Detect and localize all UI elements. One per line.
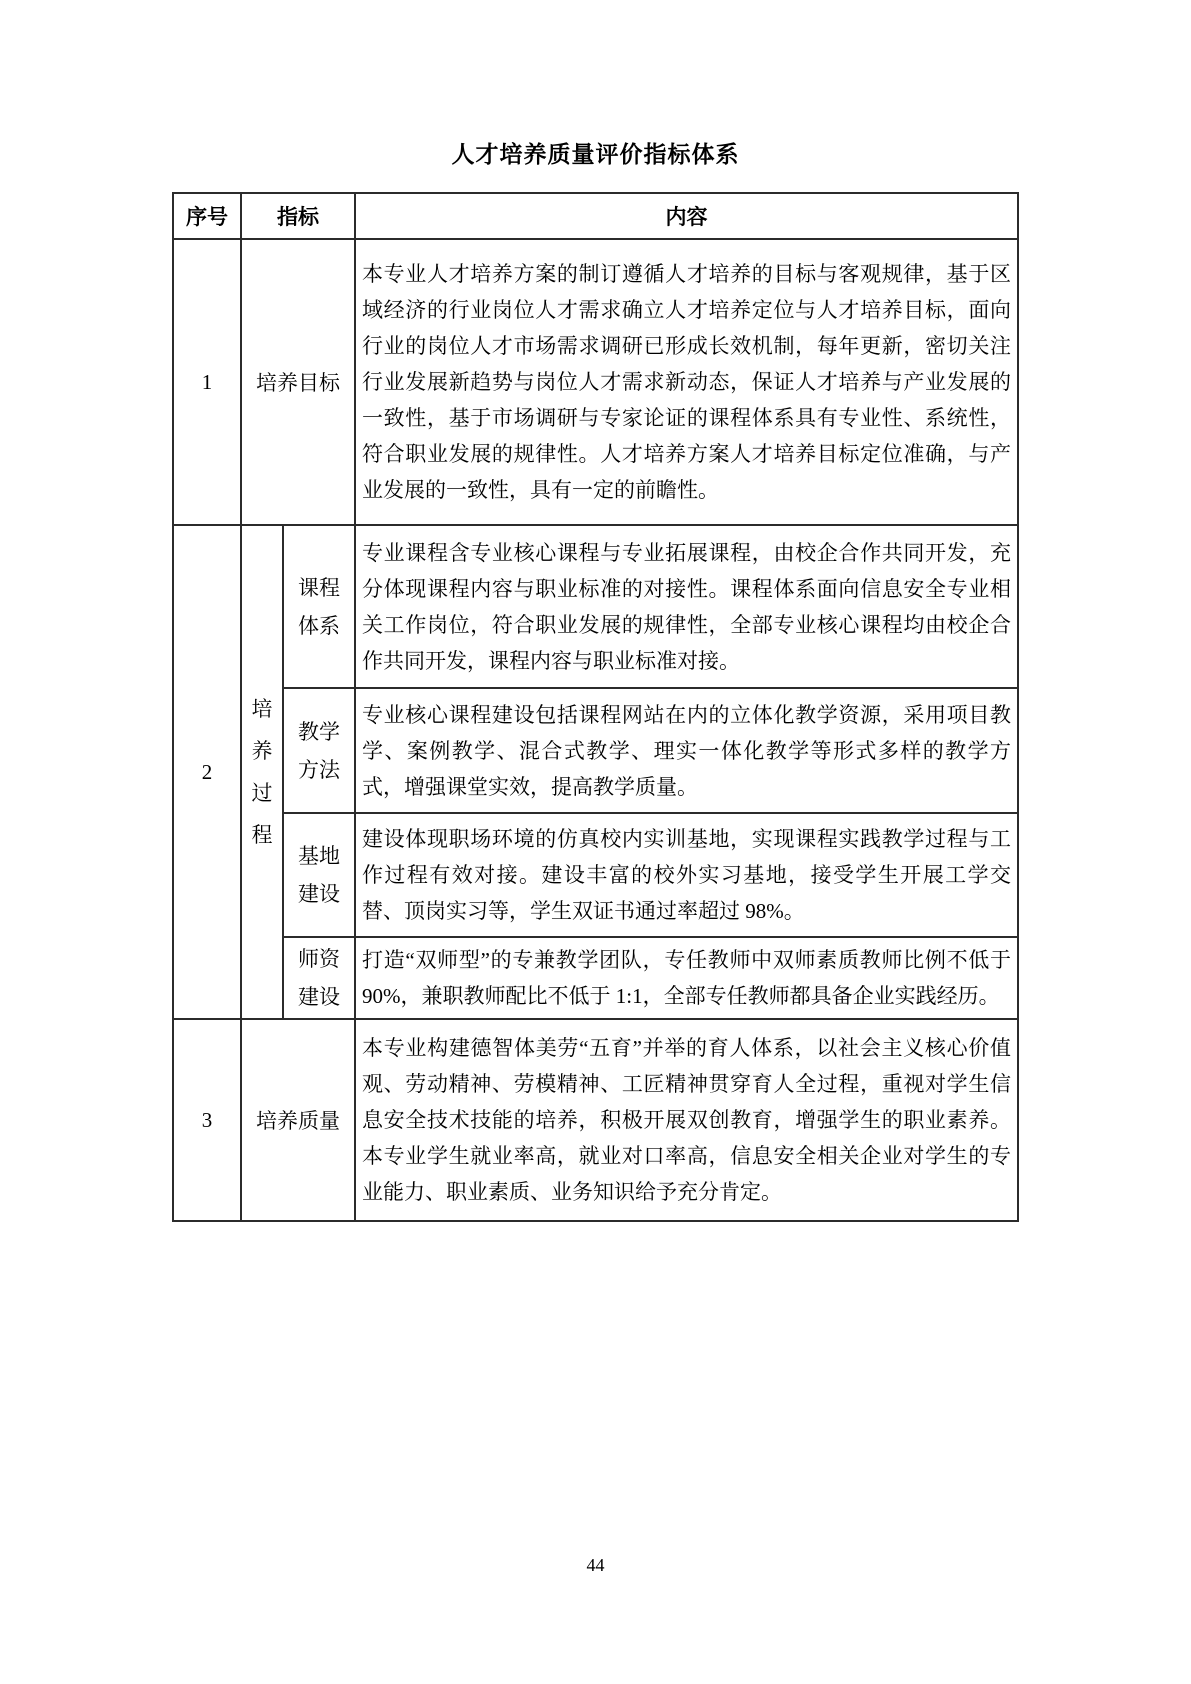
subrow-teaching-content: 专业核心课程建设包括课程网站在内的立体化教学资源，采用项目教学、案例教学、混合式教学、理实一体化教学等形式多样的教学方式，增强课堂实效，提高教学质量。 [355, 688, 1018, 813]
subrow-faculty-label: 师资建设 [283, 937, 355, 1019]
row2-indicator-label [241, 525, 283, 1019]
subrow-base-label: 基地建设 [283, 813, 355, 937]
subrow-teaching-label: 教学方法 [283, 688, 355, 813]
table-row-curriculum-system [173, 525, 1018, 688]
subrow-curriculum-content: 专业课程含专业核心课程与专业拓展课程，由校企合作共同开发，充分体现课程内容与职业标准的对接性。课程体系面向信息安全专业相关工作岗位，符合职业发展的规律性，全部专业核心课程均由校企合作共同开发，课程内容与职业标准对接。 [355, 525, 1018, 688]
table-row-base-construction [173, 813, 1018, 937]
table-header-row [173, 193, 1018, 239]
page-title: 人才培养质量评价指标体系 [451, 142, 740, 167]
header-cell-indicator: 指标 [241, 193, 355, 239]
row3-content-text: 本专业构建德智体美劳“五育”并举的育人体系，以社会主义核心价值观、劳动精神、劳模精神、工匠精神贯穿育人全过程，重视对学生信息安全技术技能的培养，积极开展双创教育，增强学生的职业素养。本专业学生就业率高，就业对口率高，信息安全相关企业对学生的专业能力、职业素质、业务知识给予充分肯定。 [355, 1019, 1018, 1221]
header-cell-content: 内容 [355, 193, 1018, 239]
page-number: 44 [586, 1555, 605, 1575]
row2-number: 2 [173, 525, 241, 1019]
row1-number: 1 [173, 239, 241, 525]
row1-indicator-label: 培养目标 [241, 239, 355, 525]
subrow-faculty-content: 打造“双师型”的专兼教学团队，专任教师中双师素质教师比例不低于 90%，兼职教师配比不低于 1:1，全部专任教师都具备企业实践经历。 [355, 937, 1018, 1019]
header-cell-no: 序号 [173, 193, 241, 239]
table-row-faculty-construction [173, 937, 1018, 1019]
row1-content-text: 本专业人才培养方案的制订遵循人才培养的目标与客观规律，基于区域经济的行业岗位人才需求确立人才培养定位与人才培养目标，面向行业的岗位人才市场需求调研已形成长效机制，每年更新，密切关注行业发展新趋势与岗位人才需求新动态，保证人才培养与产业发展的一致性，基于市场调研与专家论证的课程体系具有专业性、系统性，符合职业发展的规律性。人才培养方案人才培养目标定位准确，与产业发展的一致性，具有一定的前瞻性。 [355, 239, 1018, 525]
table-row-training-goal [173, 239, 1018, 525]
table-row-training-quality [173, 1019, 1018, 1221]
subrow-curriculum-label: 课程体系 [283, 525, 355, 688]
evaluation-indicator-table [172, 192, 1019, 1222]
subrow-base-content: 建设体现职场环境的仿真校内实训基地，实现课程实践教学过程与工作过程有效对接。建设丰富的校外实习基地，接受学生开展工学交替、顶岗实习等，学生双证书通过率超过 98%。 [355, 813, 1018, 937]
row3-number: 3 [173, 1019, 241, 1221]
row3-indicator-label: 培养质量 [241, 1019, 355, 1221]
training-process-vertical-label: 培养过程 [251, 697, 273, 847]
table-row-teaching-method [173, 688, 1018, 813]
